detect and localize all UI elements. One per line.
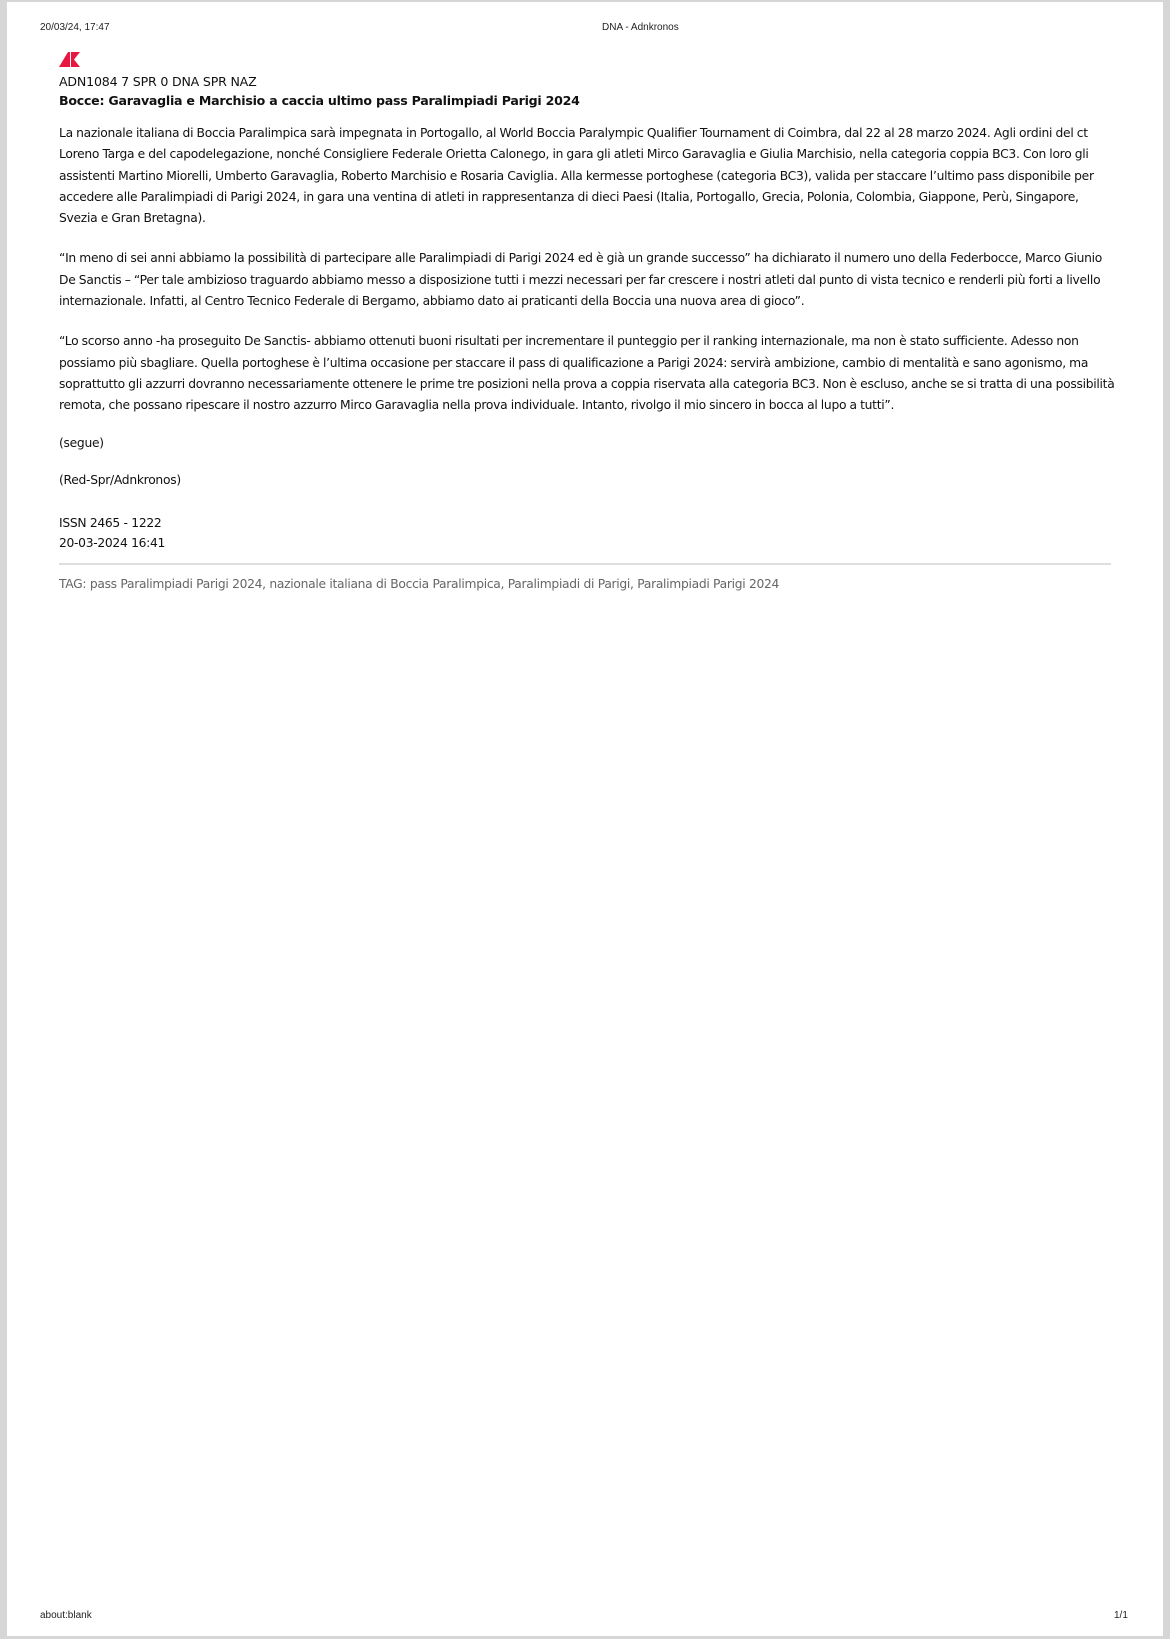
print-header-title: DNA - Adnkronos: [602, 22, 679, 33]
divider: [59, 563, 1111, 565]
article-paragraph: La nazionale italiana di Boccia Paralimpica sarà impegnata in Portogallo, al World Boccia Paralympic Qualifier Tournament di Coimbra, dal 22 al 28 marzo 2024. Agli ordini del ct Loreno Targa e del capodelegazione, nonché Consigliere Federale Orietta Calonego, in gara gli atleti Mirco Garavaglia e Giulia Marchisio, nella categoria coppia BC3. Con loro gli assistenti Martino Miorelli, Umberto Garavaglia, Roberto Marchisio e Rosaria Caviglia. Alla kermesse portoghese (categoria BC3), valida per staccare l’ultimo pass disponibile per accedere alle Paralimpiadi di Parigi 2024, in gara una ventina di atleti in rappresentanza di dieci Paesi (Italia, Portogallo, Grecia, Polonia, Colombia, Giappone, Perù, Singapore, Svezia e Gran Bretagna).: [59, 126, 1094, 226]
article-issn: ISSN 2465 - 1222: [59, 516, 162, 531]
article-credit: (Red-Spr/Adnkronos): [59, 472, 181, 487]
article: [59, 52, 1119, 591]
article-timestamp: 20-03-2024 16:41: [59, 536, 166, 551]
article-paragraph: “Lo scorso anno -ha proseguito De Sanctis- abbiamo ottenuti buoni risultati per incrementare il punteggio per il ranking internazionale, ma non è stato sufficiente. Adesso non possiamo più sbagliare. Quella portoghese è l’ultima occasione per staccare il pass di qualificazione a Parigi 2024: servirà ambizione, cambio di mentalità e sano agonismo, ma soprattutto gli azzurri dovranno necessariamente ottenere le prime tre posizioni nella prova a coppia riservata alla categoria BC3. Non è escluso, anche se si tratta di una possibilità remota, che possano ripescare il nostro azzurro Mirco Garavaglia nella prova individuale. Intanto, rivolgo il mio sincero in bocca al lupo a tutti”.: [59, 334, 1115, 413]
print-header-datetime: 20/03/24, 17:47: [40, 22, 110, 33]
article-tags: TAG: pass Paralimpiadi Parigi 2024, nazionale italiana di Boccia Paralimpica, Paralimpiadi di Parigi, Paralimpiadi Parigi 2024: [59, 577, 780, 592]
adnkronos-logo-icon: [59, 52, 81, 67]
article-paragraph: “In meno di sei anni abbiamo la possibilità di partecipare alle Paralimpiadi di Parigi 2024 ed è già un grande successo” ha dichiarato il numero uno della Federbocce, Marco Giunio De Sanctis – “Per tale ambizioso traguardo abbiamo messo a disposizione tutti i mezzi necessari per far crescere i nostri atleti dal punto di vista tecnico e renderli più forti a livello internazionale. Infatti, al Centro Tecnico Federale di Bergamo, abbiamo dato ai praticanti della Boccia una nuova area di gioco”.: [59, 251, 1102, 309]
print-footer-url: about:blank: [40, 1610, 92, 1621]
article-headline: Bocce: Garavaglia e Marchisio a caccia ultimo pass Paralimpiadi Parigi 2024: [59, 93, 580, 108]
article-code: ADN1084 7 SPR 0 DNA SPR NAZ: [59, 74, 257, 89]
printed-page: [7, 2, 1163, 1636]
print-footer-page: 1/1: [1114, 1610, 1128, 1621]
article-segue: (segue): [59, 435, 104, 450]
